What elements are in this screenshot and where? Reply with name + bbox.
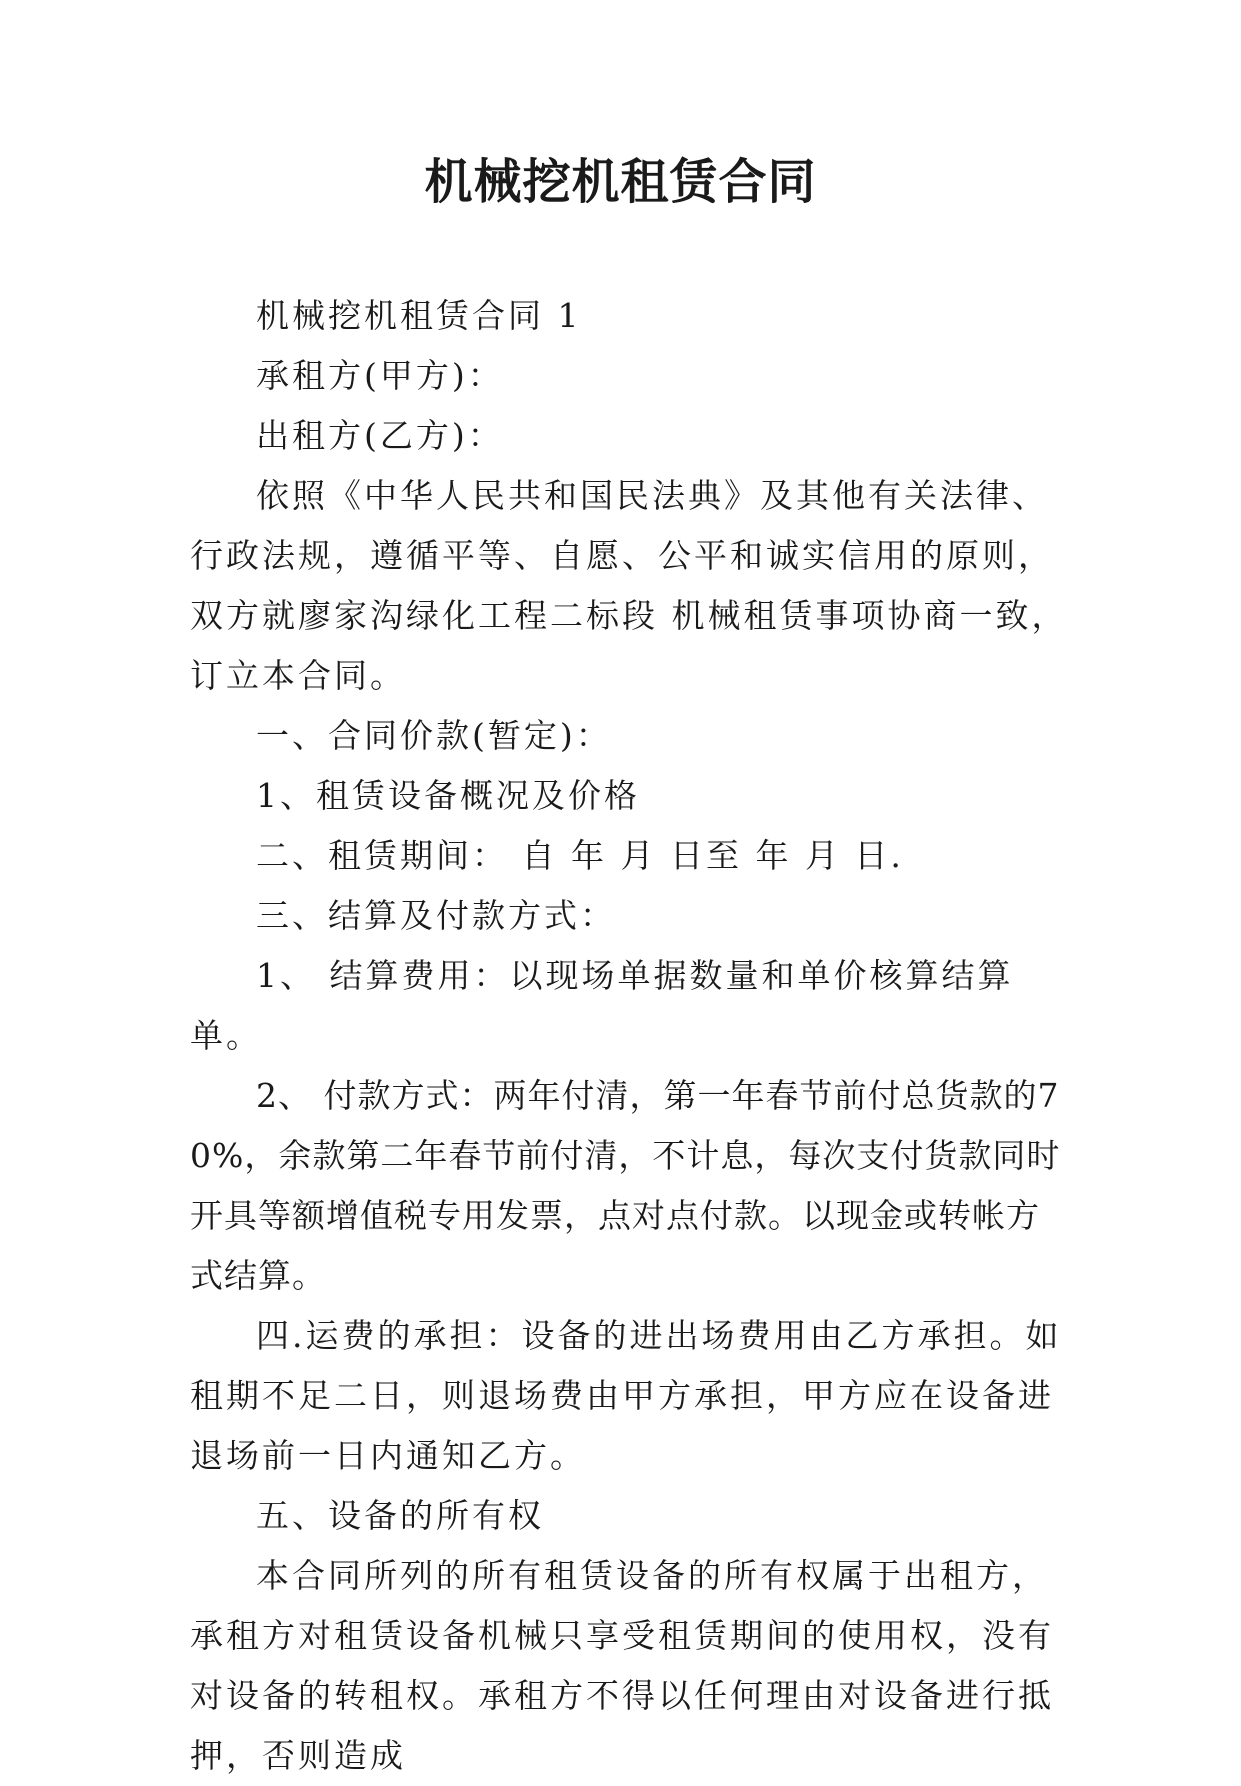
paragraph-lessor: 出租方(乙方)：	[256, 416, 504, 455]
paragraph-section-3: 三、结算及付款方式：	[256, 896, 616, 935]
paragraph-preamble: 依照《中华人民共和国民法典》及其他有关法律、行政法规，遵循平等、自愿、公平和诚实信用的原则，双方就廖家沟绿化工程二标段 机械租赁事项协商一致，订立本合同。	[190, 476, 1068, 695]
document-body	[190, 286, 1070, 1786]
paragraph-lessee: 承租方(甲方)：	[256, 356, 504, 395]
paragraph-section-5: 五、设备的所有权	[256, 1496, 544, 1535]
paragraph-section-4: 四.运费的承担：设备的进出场费用由乙方承担。如租期不足二日，则退场费由甲方承担，甲方应在设备进退场前一日内通知乙方。	[190, 1316, 1062, 1475]
paragraph-section-3-item-2: 2、 付款方式：两年付清，第一年春节前付总货款的70%，余款第二年春节前付清，不计息，每次支付货款同时开具等额增值税专用发票，点对点付款。以现金或转帐方式结算。	[190, 1076, 1061, 1295]
paragraph-subtitle: 机械挖机租赁合同 1	[256, 296, 582, 335]
paragraph-section-1-item-1: 1、租赁设备概况及价格	[256, 776, 640, 815]
paragraph-section-1: 一、合同价款(暂定)：	[256, 716, 612, 755]
paragraph-section-2: 二、租赁期间： 自 年 月 日至 年 月 日.	[256, 836, 904, 875]
paragraph-section-5-body: 本合同所列的所有租赁设备的所有权属于出租方，承租方对租赁设备机械只享受租赁期间的使用权，没有对设备的转租权。承租方不得以任何理由对设备进行抵押，否则造成	[190, 1556, 1054, 1775]
paragraph-section-3-item-1: 1、 结算费用：以现场单据数量和单价核算结算单。	[190, 956, 1014, 1055]
document-title: 机械挖机租赁合同	[424, 154, 817, 210]
